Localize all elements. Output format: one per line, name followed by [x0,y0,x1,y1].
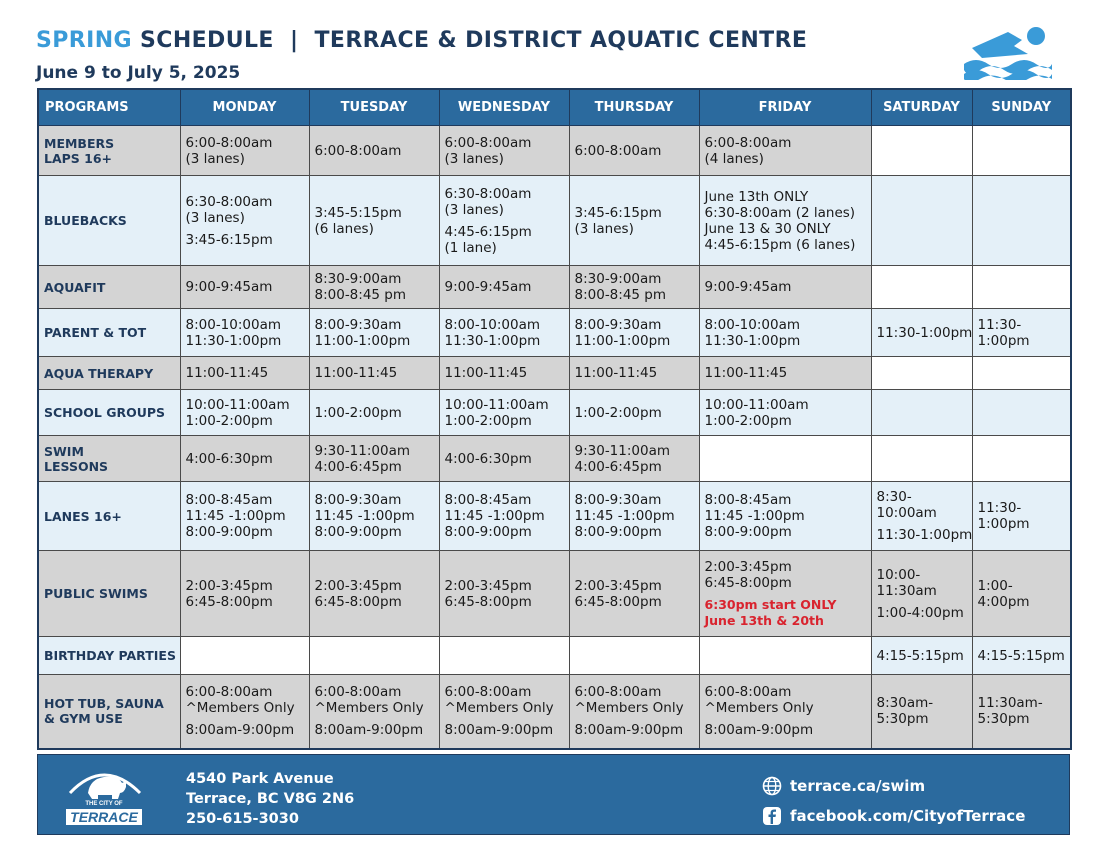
schedule-cell-monday [180,436,309,482]
schedule-cell-wednesday [439,390,569,436]
table-row [38,176,1071,266]
website-text: terrace.ca/swim [790,777,926,795]
logo-small-text: THE CITY OF [85,801,123,807]
schedule-cell-monday [180,266,309,309]
schedule-time: 11:45 -1:00pm [314,508,415,524]
schedule-time: 8:00-9:30am [314,316,402,333]
program-name [38,436,180,482]
column-header-thursday: THURSDAY [569,89,699,126]
schedule-cell-sunday [972,551,1071,637]
schedule-time: 4:00-6:30pm [444,450,532,467]
schedule-cell-saturday [871,436,972,482]
program-name-line: MEMBERS [44,135,115,151]
schedule-time: 6:00-8:00am [704,134,792,151]
schedule-time: 4:00-6:45pm [314,458,402,475]
schedule-cell-sunday [972,266,1071,309]
program-name-line: LAPS 16+ [44,150,113,166]
table-row [38,675,1071,749]
program-name-line: LANES 16+ [44,508,122,524]
schedule-cell-sunday [972,436,1071,482]
schedule-time: 11:30-1:00pm [876,324,973,341]
table-header-row [38,89,1071,126]
schedule-cell-monday [180,309,309,357]
schedule-cell-wednesday [439,482,569,551]
schedule-cell-friday [699,436,871,482]
schedule-time: ^Members Only [574,700,684,717]
schedule-time: 11:45 -1:00pm [704,508,805,524]
schedule-time: 1:00-2:00pm [185,412,273,429]
phone-number: 250-615-3030 [186,811,299,827]
schedule-cell-saturday [871,309,972,357]
schedule-cell-thursday [569,482,699,551]
schedule-time: 11:45 -1:00pm [185,508,286,524]
schedule-time: 11:00-11:45 [704,365,788,381]
column-header-monday: MONDAY [180,89,309,126]
schedule-cell-thursday [569,390,699,436]
schedule-time: 8:00am-9:00pm [444,722,554,739]
schedule-cell-saturday [871,551,972,637]
program-name [38,637,180,675]
schedule-time: 8:00-9:00pm [574,524,662,540]
schedule-time: (3 lanes) [185,209,245,226]
globe-icon [762,776,782,796]
schedule-cell-wednesday [439,176,569,266]
schedule-time: 6:00-8:00am [314,142,402,159]
schedule-time: 8:00-9:30am [574,316,662,333]
schedule-time: 8:00am-9:00pm [574,722,684,739]
column-header-programs: PROGRAMS [38,89,180,126]
schedule-time: 8:00-9:00pm [185,524,273,540]
schedule-time: 8:00-9:00pm [704,524,792,540]
schedule-time: 6:45-8:00pm [444,593,532,610]
schedule-time: 11:30am [876,582,937,599]
schedule-time: ^Members Only [704,700,814,717]
schedule-cell-saturday [871,357,972,390]
schedule-cell-monday [180,126,309,176]
schedule-cell-wednesday [439,126,569,176]
schedule-time: 11:30am- [977,695,1043,712]
schedule-cell-sunday [972,357,1071,390]
schedule-time: 6:00-8:00am [444,134,532,151]
schedule-time: 9:30-11:00am [314,442,411,459]
program-name [38,126,180,176]
schedule-cell-tuesday [309,176,439,266]
schedule-time: (3 lanes) [185,150,245,167]
schedule-cell-thursday [569,357,699,390]
schedule-time: 11:00-1:00pm [574,332,671,349]
schedule-time: 9:00-9:45am [444,279,532,295]
schedule-cell-friday [699,551,871,637]
table-row [38,551,1071,637]
facebook-icon [762,806,782,826]
schedule-time: 9:00-9:45am [704,279,792,295]
schedule-time: ^Members Only [314,700,424,717]
program-name-line: BLUEBACKS [44,213,127,228]
schedule-cell-saturday [871,482,972,551]
schedule-cell-tuesday [309,309,439,357]
date-range: June 9 to July 5, 2025 [36,63,241,83]
schedule-time: 4:00-6:45pm [574,458,662,475]
schedule-time: 6:30-8:00am [444,185,532,202]
table-row [38,390,1071,436]
schedule-cell-friday [699,675,871,749]
program-name-line: AQUAFIT [44,279,106,295]
schedule-cell-friday [699,482,871,551]
schedule-time: 1:00-4:00pm [876,604,964,621]
schedule-time: 6:00-8:00am [314,684,402,701]
schedule-time: 5:30pm [977,711,1030,728]
schedule-time: 11:30-1:00pm [444,332,541,349]
address-line1: 4540 Park Avenue [186,771,334,787]
schedule-cell-monday [180,675,309,749]
schedule-time: 1:00-2:00pm [314,404,402,421]
program-name [38,482,180,551]
logo-text: TERRACE [70,809,138,825]
program-name-line: SCHOOL GROUPS [44,405,166,420]
program-name [38,390,180,436]
schedule-cell-friday [699,637,871,675]
schedule-cell-tuesday [309,637,439,675]
address-line2: Terrace, BC V8G 2N6 [186,791,355,807]
schedule-cell-saturday [871,637,972,675]
schedule-cell-wednesday [439,436,569,482]
schedule-time: 2:00-3:45pm [704,558,792,575]
program-name-line: BIRTHDAY PARTIES [44,648,176,663]
schedule-time: 8:00-8:45am [185,492,273,508]
facebook-link[interactable] [762,801,1025,831]
column-header-friday: FRIDAY [699,89,871,126]
schedule-time: (1 lane) [444,239,497,256]
title-rest: SCHEDULE | TERRACE & DISTRICT AQUATIC CENTRE [140,28,808,53]
schedule-cell-thursday [569,176,699,266]
schedule-time: 3:45-6:15pm [185,231,273,248]
schedule-time: 6:00-8:00am [704,684,792,701]
schedule-time: 1:00pm [977,332,1030,349]
schedule-time: 8:00-9:00pm [444,524,532,540]
schedule-cell-friday [699,266,871,309]
schedule-time: 6:45-8:00pm [314,593,402,610]
schedule-cell-wednesday [439,266,569,309]
schedule-cell-monday [180,390,309,436]
schedule-time: 8:30- [876,489,912,505]
schedule-cell-saturday [871,176,972,266]
schedule-time: 11:30-1:00pm [185,332,282,349]
schedule-table [37,88,1072,750]
schedule-time: 1:00-2:00pm [574,404,662,421]
table-row [38,126,1071,176]
schedule-cell-sunday [972,637,1071,675]
schedule-cell-friday [699,126,871,176]
schedule-time: 8:00-8:45am [704,492,792,508]
schedule-cell-saturday [871,126,972,176]
program-name-line: AQUA THERAPY [44,365,154,381]
program-name [38,309,180,357]
table-row [38,266,1071,309]
table-row [38,436,1071,482]
program-name [38,551,180,637]
table-row [38,637,1071,675]
program-name [38,266,180,309]
schedule-cell-saturday [871,675,972,749]
schedule-time: 5:30pm [876,711,929,728]
swimmer-icon [958,14,1054,80]
schedule-cell-monday [180,637,309,675]
schedule-time: 8:00-8:45 pm [314,287,407,303]
table-row [38,357,1071,390]
schedule-cell-sunday [972,126,1071,176]
schedule-time: 8:00am-9:00pm [704,722,814,739]
schedule-cell-friday [699,309,871,357]
schedule-time: 11:45 -1:00pm [574,508,675,524]
schedule-time: ^Members Only [185,700,295,717]
schedule-cell-wednesday [439,309,569,357]
schedule-time: 10:00am [876,505,937,521]
schedule-time: 2:00-3:45pm [185,577,273,594]
schedule-time: 8:00-9:30am [574,492,662,508]
schedule-cell-saturday [871,266,972,309]
schedule-cell-wednesday [439,357,569,390]
schedule-cell-monday [180,551,309,637]
schedule-time: 6:00-8:00am [185,134,273,151]
schedule-time: June 13th ONLY [704,188,809,205]
schedule-time: 2:00-3:45pm [574,577,662,594]
schedule-time: 2:00-3:45pm [444,577,532,594]
schedule-cell-thursday [569,675,699,749]
schedule-time: 1:00pm [977,516,1030,532]
schedule-time: June 13 & 30 ONLY [704,220,831,237]
schedule-time: 9:00-9:45am [185,279,273,295]
schedule-time: 6:30-8:00am [185,193,273,210]
schedule-time: 11:00-1:00pm [314,332,411,349]
schedule-cell-tuesday [309,266,439,309]
schedule-cell-friday [699,390,871,436]
schedule-cell-monday [180,176,309,266]
schedule-cell-wednesday [439,675,569,749]
schedule-time: 8:00-9:30am [314,492,402,508]
schedule-time: 8:00-8:45 pm [574,287,667,303]
footer-links [762,771,1025,831]
schedule-time: 1:00-2:00pm [704,412,792,429]
program-name-line: & GYM USE [44,711,123,727]
program-name-line: PUBLIC SWIMS [44,586,148,601]
schedule-time: 8:00-10:00am [444,316,541,333]
schedule-cell-monday [180,482,309,551]
schedule-time: (3 lanes) [444,201,504,218]
title-accent: SPRING [36,28,132,53]
schedule-cell-monday [180,357,309,390]
schedule-time: 4:45-6:15pm (6 lanes) [704,236,856,253]
schedule-time: 11:30-1:00pm [876,527,973,543]
schedule-cell-tuesday [309,126,439,176]
schedule-time: 10:00-11:00am [444,396,549,413]
schedule-time: 6:45-8:00pm [574,593,662,610]
schedule-time: 1:00-2:00pm [444,412,532,429]
schedule-time: 11:00-11:45 [185,365,269,381]
facebook-text: facebook.com/CityofTerrace [790,807,1026,825]
city-of-terrace-logo [60,763,148,827]
schedule-time: 8:00-9:00pm [314,524,402,540]
column-header-saturday: SATURDAY [871,89,972,126]
schedule-cell-tuesday [309,390,439,436]
schedule-time: 8:00-10:00am [185,316,282,333]
schedule-cell-thursday [569,436,699,482]
program-name-line: LESSONS [44,458,109,474]
schedule-cell-sunday [972,176,1071,266]
schedule-cell-tuesday [309,357,439,390]
column-header-tuesday: TUESDAY [309,89,439,126]
schedule-time: 8:30-9:00am [314,271,402,287]
schedule-cell-wednesday [439,551,569,637]
schedule-time: 4:45-6:15pm [444,223,532,240]
schedule-cell-saturday [871,390,972,436]
schedule-time: 3:45-5:15pm [314,204,402,221]
schedule-cell-sunday [972,482,1071,551]
schedule-time: 11:30- [977,316,1022,333]
program-name-line: PARENT & TOT [44,325,147,340]
schedule-time: ^Members Only [444,700,554,717]
schedule-time: 10:00-11:00am [185,396,290,413]
schedule-time: 4:00pm [977,593,1030,610]
schedule-cell-tuesday [309,675,439,749]
schedule-time: 11:45 -1:00pm [444,508,545,524]
schedule-time: 11:00-11:45 [574,365,658,381]
schedule-time: 2:00-3:45pm [314,577,402,594]
schedule-time: 11:30-1:00pm [704,332,801,349]
page-title [36,28,807,53]
schedule-time: 8:30am- [876,695,934,712]
schedule-time: 6:45-8:00pm [704,574,792,591]
program-name [38,357,180,390]
schedule-cell-friday [699,357,871,390]
schedule-time: 4:15-5:15pm [977,647,1065,664]
schedule-cell-wednesday [439,637,569,675]
schedule-time: 8:00-8:45am [444,492,532,508]
schedule-cell-sunday [972,390,1071,436]
schedule-time: (6 lanes) [314,220,374,237]
table-row [38,309,1071,357]
schedule-cell-thursday [569,126,699,176]
schedule-time: (3 lanes) [574,220,634,237]
schedule-time: 8:00am-9:00pm [185,722,295,739]
table-row [38,482,1071,551]
schedule-cell-thursday [569,266,699,309]
schedule-cell-tuesday [309,436,439,482]
column-header-wednesday: WEDNESDAY [439,89,569,126]
schedule-time: 4:15-5:15pm [876,647,964,664]
schedule-cell-friday [699,176,871,266]
address-block [186,769,354,829]
schedule-time: 6:00-8:00am [574,684,662,701]
schedule-cell-thursday [569,551,699,637]
schedule-time: (3 lanes) [444,150,504,167]
schedule-time: 4:00-6:30pm [185,450,273,467]
schedule-time: 6:45-8:00pm [185,593,273,610]
schedule-time: 10:00-11:00am [704,396,809,413]
schedule-cell-tuesday [309,482,439,551]
schedule-time: 6:00-8:00am [574,142,662,159]
schedule-cell-thursday [569,309,699,357]
schedule-time: 11:30- [977,500,1022,516]
program-name [38,176,180,266]
schedule-time: 8:00am-9:00pm [314,722,424,739]
schedule-time: 8:00-10:00am [704,316,801,333]
column-header-sunday: SUNDAY [972,89,1071,126]
schedule-cell-sunday [972,309,1071,357]
schedule-time: 11:00-11:45 [444,365,528,381]
schedule-time: 1:00- [977,577,1013,594]
special-note: June 13th & 20th [704,612,824,628]
schedule-cell-thursday [569,637,699,675]
schedule-time: 11:00-11:45 [314,365,398,381]
program-name-line: SWIM [44,443,84,459]
special-note: 6:30pm start ONLY [704,596,837,612]
schedule-time: 9:30-11:00am [574,442,671,459]
schedule-time: 3:45-6:15pm [574,204,662,221]
schedule-time: 10:00- [876,566,921,583]
program-name-line: HOT TUB, SAUNA [44,696,164,712]
schedule-time: 8:30-9:00am [574,271,662,287]
schedule-cell-tuesday [309,551,439,637]
schedule-time: 6:00-8:00am [185,684,273,701]
schedule-time: (4 lanes) [704,150,764,167]
schedule-cell-sunday [972,675,1071,749]
program-name [38,675,180,749]
website-link[interactable] [762,771,1025,801]
schedule-time: 6:30-8:00am (2 lanes) [704,204,856,221]
footer [37,754,1070,835]
schedule-time: 6:00-8:00am [444,684,532,701]
